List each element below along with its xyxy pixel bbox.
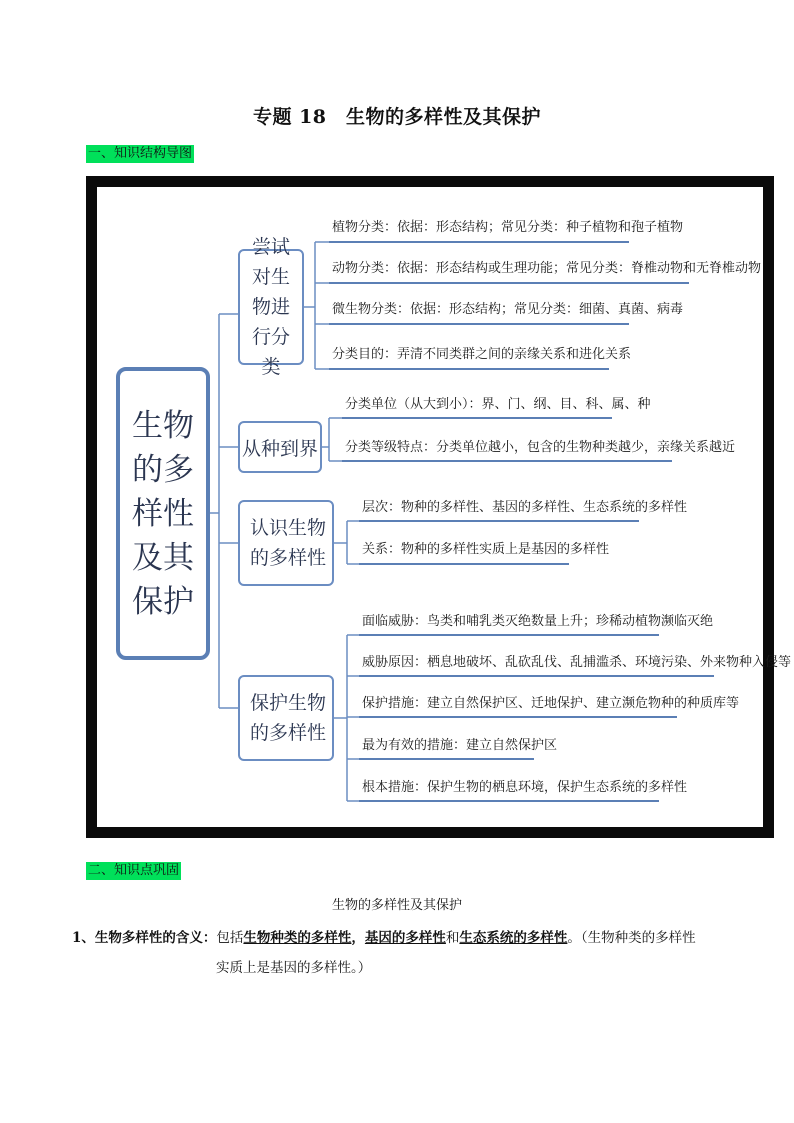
section2-heading: 生物的多样性及其保护 [331,898,462,913]
leaf-item: 根本措施：保护生物的栖息环境，保护生态系统的多样性 [362,780,688,795]
leaf-underline [359,520,639,522]
leaf-item: 关系：物种的多样性实质上是基因的多样性 [362,542,610,557]
leaf-item: 面临威胁：鸟类和哺乳类灭绝数量上升；珍稀动植物濒临灭绝 [362,614,714,629]
leaf-item: 层次：物种的多样性、基因的多样性、生态系统的多样性 [362,500,688,515]
branch-label: 认识生物的多样性 [250,517,327,569]
branch-species-to-kingdom [238,421,322,473]
leaf-underline [342,460,672,462]
leaf-item: 分类目的：弄清不同类群之间的亲缘关系和进化关系 [332,347,632,362]
leaf-underline [359,716,677,718]
branch-understand-diversity [238,500,334,586]
leaf-item: 分类单位（从大到小）：界、门、纲、目、科、属、种 [345,397,651,412]
leaf-item: 威胁原因：栖息地破坏、乱砍乱伐、乱捕滥杀、环境污染、外来物种入侵等 [362,655,792,670]
branch-label: 从种到界 [241,437,318,460]
leaf-underline [342,417,612,419]
leaf-underline [359,758,534,760]
leaf-item: 分类等级特点：分类单位越小，包含的生物种类越少，亲缘关系越近 [345,440,736,455]
branch-classification [238,236,304,378]
leaf-underline [329,323,629,325]
branch4-connector [334,635,359,801]
key-term: 生态系统的多样性 [459,930,568,946]
separator: ， [351,930,365,946]
mindmap-root-label: 生物的多样性及其保护 [132,407,194,620]
paragraph-line2: 实质上是基因的多样性。） [216,960,372,976]
leaf-underline [359,563,569,565]
leaf-item: 植物分类：依据：形态结构；常见分类：种子植物和孢子植物 [332,220,684,235]
leaf-item: 微生物分类：依据：形态结构；常见分类：细菌、真菌、病毒 [332,302,684,317]
paragraph-text: 和 [445,930,460,946]
branch2-connector [322,418,342,461]
page-title: 专题 18 生物的多样性及其保护 [252,106,542,128]
paragraph-prefix: 1、生物多样性的含义： [72,930,217,946]
key-term: 生物种类的多样性 [243,930,352,946]
leaf-underline [329,282,689,284]
leaf-underline [329,241,629,243]
mindmap-frame [86,176,792,838]
mindmap-root [116,367,210,660]
root-connector [210,314,238,708]
paragraph-text: 。（生物种类的多样性 [567,930,696,946]
leaf-item: 动物分类：依据：形态结构或生理功能；常见分类：脊椎动物和无脊椎动物 [332,261,762,276]
key-term: 基因的多样性 [364,930,446,946]
branch3-connector [334,521,359,564]
leaf-underline [359,634,659,636]
section-label-review: 二、知识点巩固 [88,863,180,878]
leaf-item: 保护措施：建立自然保护区、迁地保护、建立濒危物种的种质库等 [362,696,740,711]
section-label-mindmap: 一、知识结构导图 [88,146,193,161]
paragraph-definition [72,923,732,983]
branch1-connector [304,242,329,369]
paragraph-text: 包括 [216,930,244,946]
mindmap-canvas [97,187,792,827]
leaf-underline [329,368,609,370]
branch-label: 保护生物的多样性 [250,692,327,744]
branch-label: 尝试对生物进行分类 [251,236,290,378]
branch-protect-diversity [238,675,334,761]
leaf-underline [359,675,714,677]
leaf-item: 最为有效的措施：建立自然保护区 [362,738,558,753]
leaf-underline [359,800,659,802]
